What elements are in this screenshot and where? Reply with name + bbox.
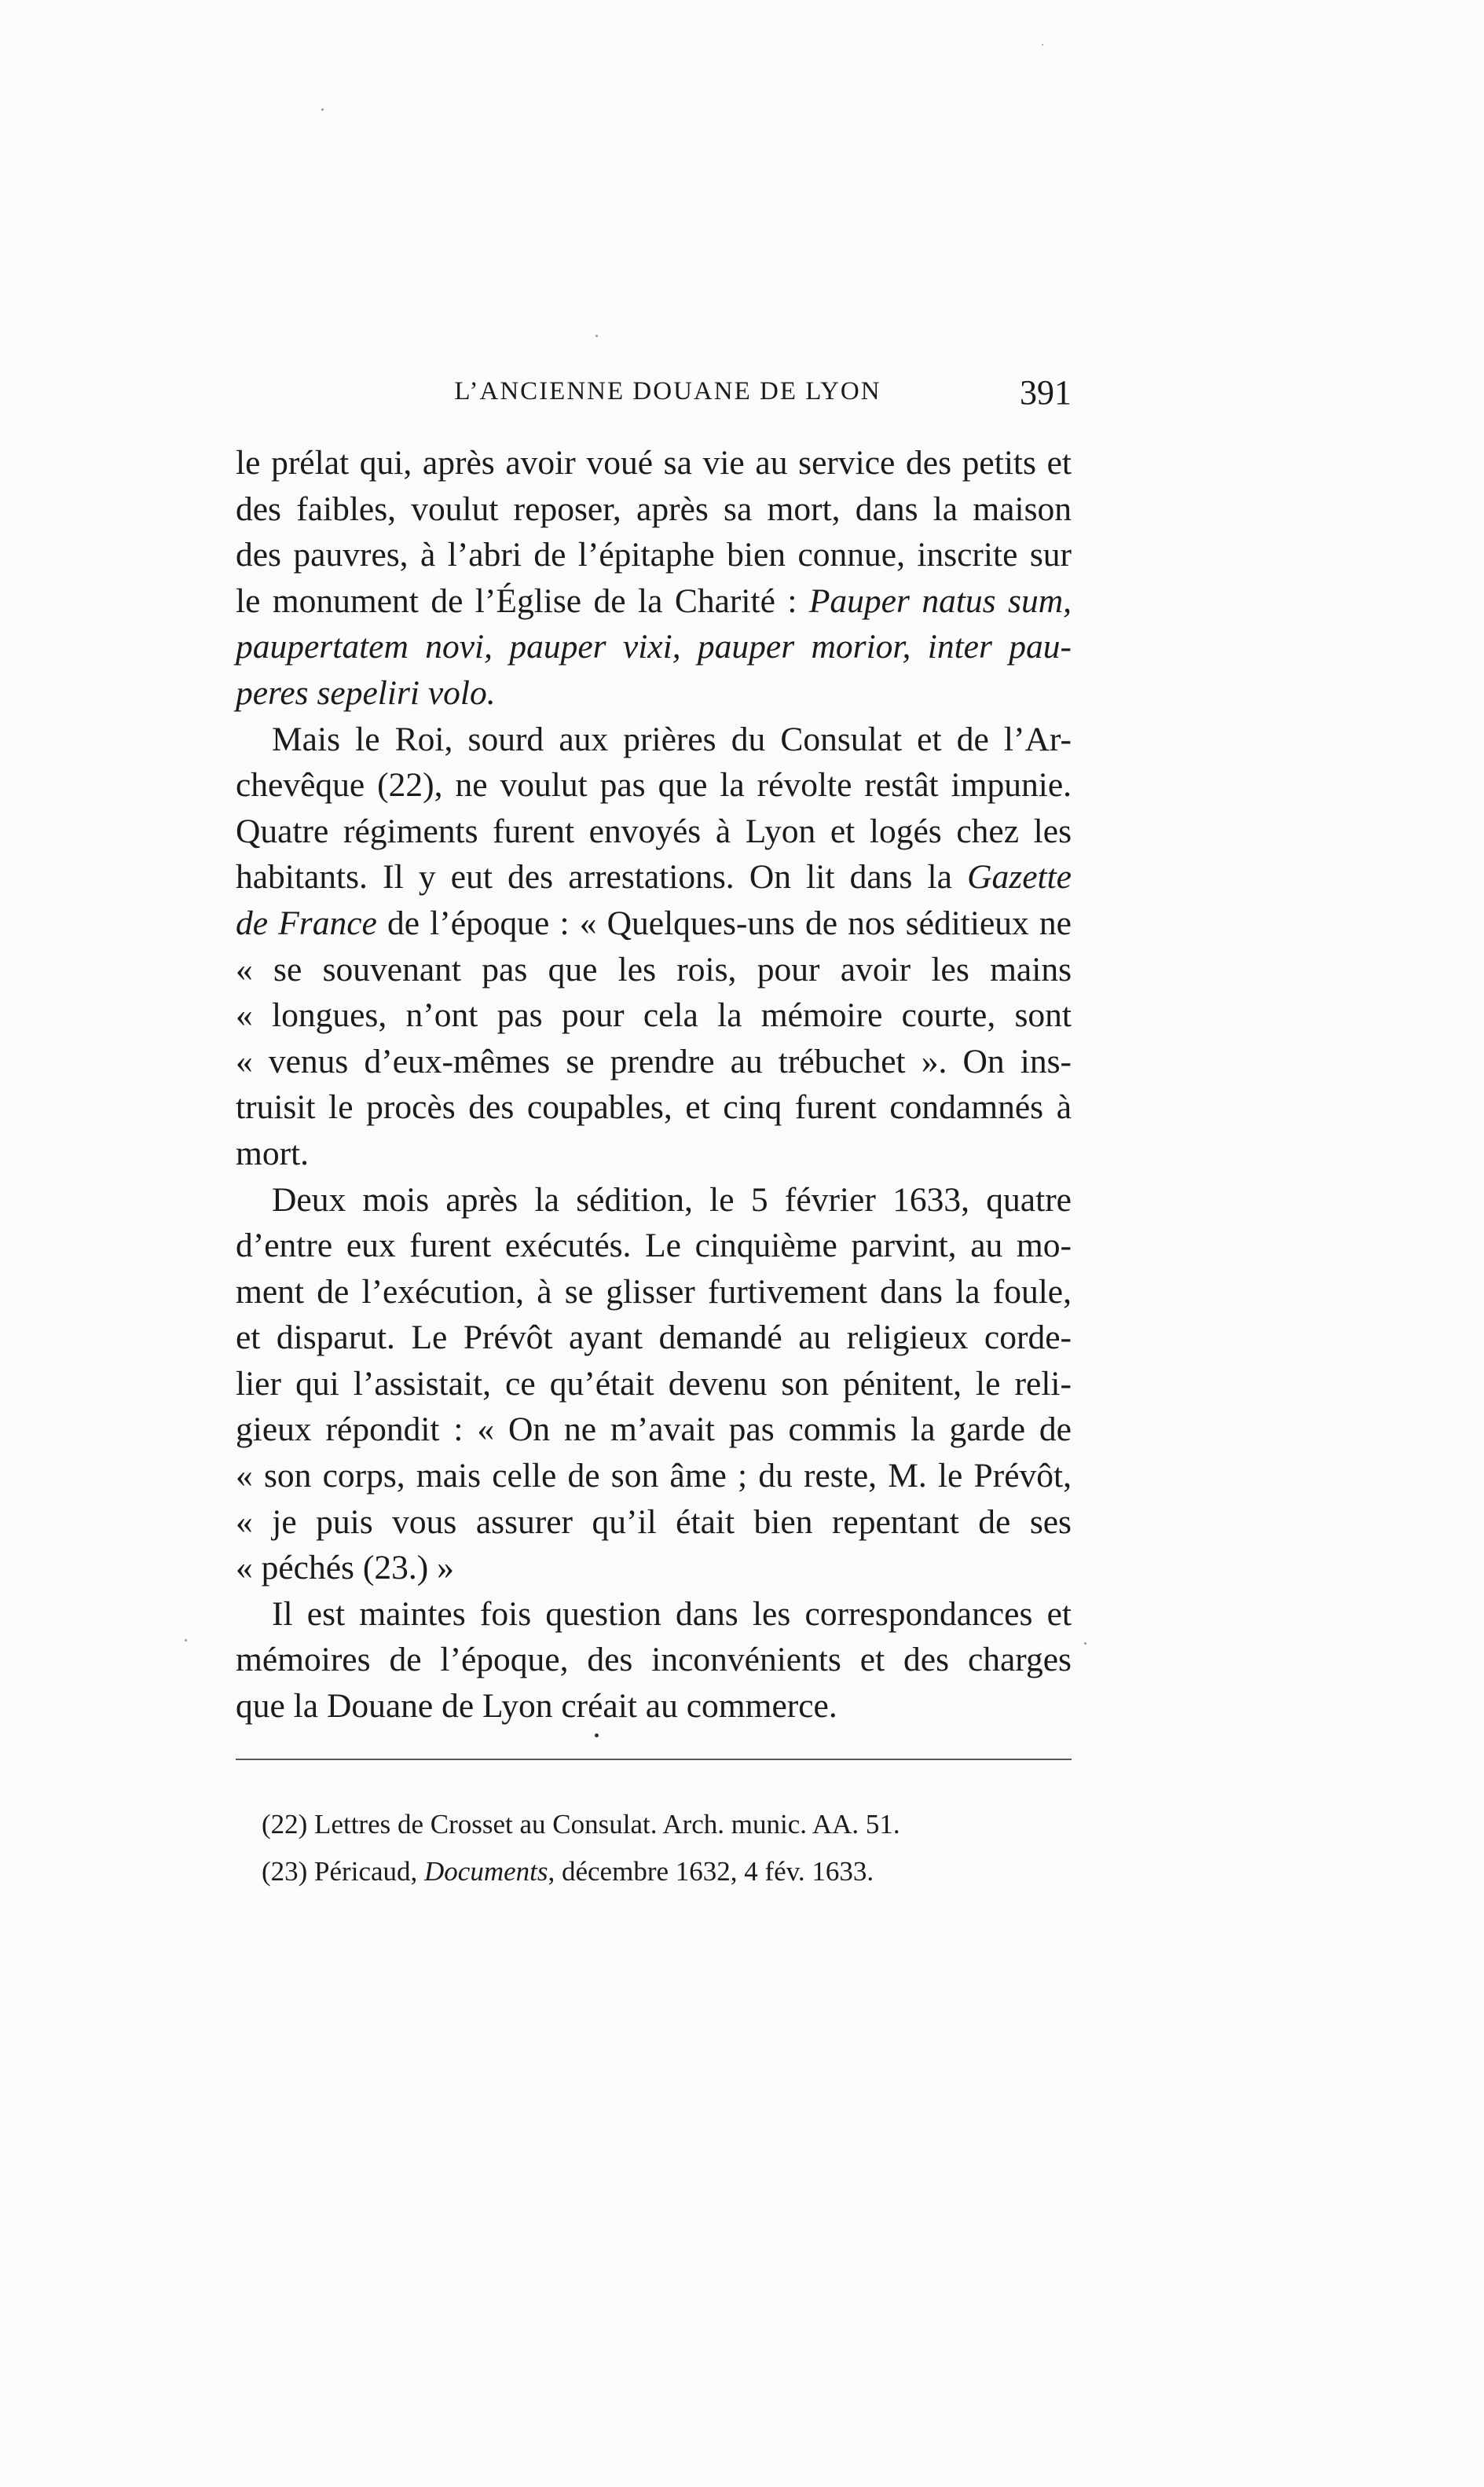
text-segment: lier qui l’assistait, ce qu’était devenu son pénitent, le reli- bbox=[236, 1364, 1072, 1403]
text-line bbox=[236, 1591, 1072, 1638]
text-segment: le prélat qui, après avoir voué sa vie au service des petits et bbox=[236, 444, 1072, 482]
scan-speck bbox=[321, 108, 324, 111]
text-line bbox=[236, 854, 1072, 901]
text-line bbox=[236, 901, 1072, 947]
page-number: 391 bbox=[1020, 373, 1072, 412]
text-segment: « je puis vous assurer qu’il était bien repentant de ses bbox=[236, 1502, 1072, 1541]
text-segment: et disparut. Le Prévôt ayant demandé au religieux corde- bbox=[236, 1319, 1072, 1357]
text-segment: « se souvenant pas que les rois, pour avoir les mains bbox=[236, 950, 1072, 989]
text-segment: d’entre eux furent exécutés. Le cinquième parvint, au mo- bbox=[236, 1227, 1072, 1265]
text-line bbox=[236, 1315, 1072, 1361]
italic-text: Pauper natus sum, bbox=[808, 581, 1072, 620]
text-segment: « longues, n’ont pas pour cela la mémoire courte, sont bbox=[236, 996, 1072, 1035]
text-line bbox=[236, 1269, 1072, 1315]
scan-speck bbox=[1042, 44, 1043, 46]
text-segment: de l’époque : « Quelques-uns de nos séditieux ne bbox=[376, 904, 1072, 942]
text-segment: des pauvres, à l’abri de l’épitaphe bien connue, inscrite sur bbox=[236, 536, 1072, 574]
italic-text: paupertatem novi, pauper vixi, pauper morior, inter pau- bbox=[236, 628, 1072, 666]
text-segment: Mais le Roi, sourd aux prières du Consulat et de l’Ar- bbox=[272, 720, 1072, 758]
text-line bbox=[236, 624, 1072, 670]
italic-text: peres sepeliri volo. bbox=[236, 673, 496, 712]
text-segment: truisit le procès des coupables, et cinq furent condamnés à bbox=[236, 1088, 1072, 1127]
text-line bbox=[236, 670, 1072, 717]
text-segment: ment de l’exécution, à se glisser furtivement dans la foule, bbox=[236, 1272, 1072, 1311]
text-line bbox=[236, 1545, 1072, 1591]
text-segment: (23) Péricaud, bbox=[262, 1856, 425, 1887]
rule-ornament-dot bbox=[595, 1733, 599, 1737]
text-line bbox=[236, 1361, 1072, 1407]
text-line bbox=[236, 1637, 1072, 1683]
text-line bbox=[236, 1407, 1072, 1453]
text-segment: gieux répondit : « On ne m’avait pas commis la garde de bbox=[236, 1410, 1072, 1449]
text-segment: habitants. Il y eut des arrestations. On lit dans la bbox=[236, 858, 968, 897]
text-segment: , décembre 1632, 4 fév. 1633. bbox=[548, 1856, 874, 1887]
text-line bbox=[236, 1039, 1072, 1085]
text-segment: chevêque (22), ne voulut pas que la révolte restât impunie. bbox=[236, 766, 1072, 805]
text-segment: Quatre régiments furent envoyés à Lyon et logés chez les bbox=[236, 812, 1072, 850]
text-line bbox=[236, 532, 1072, 578]
text-line bbox=[236, 1177, 1072, 1223]
text-segment: « son corps, mais celle de son âme ; du reste, M. le Prévôt, bbox=[236, 1457, 1072, 1495]
text-line bbox=[236, 1499, 1072, 1546]
text-line bbox=[236, 1683, 1072, 1730]
text-line bbox=[236, 1131, 1072, 1177]
text-line bbox=[236, 1223, 1072, 1269]
text-line bbox=[236, 440, 1072, 486]
text-segment: le monument de l’Église de la Charité : bbox=[236, 581, 809, 620]
text-line bbox=[236, 486, 1072, 533]
text-line bbox=[236, 578, 1072, 625]
body-text bbox=[236, 440, 1072, 1730]
text-segment: des faibles, voulut reposer, après sa mort, dans la maison bbox=[236, 490, 1072, 528]
italic-text: Gazette bbox=[967, 858, 1072, 897]
running-title: L’ANCIENNE DOUANE DE LYON bbox=[454, 377, 881, 405]
footnote bbox=[262, 1801, 1072, 1848]
text-segment: mort. bbox=[236, 1134, 310, 1172]
scan-speck bbox=[185, 1639, 187, 1641]
scan-speck bbox=[1084, 1642, 1086, 1645]
running-head bbox=[236, 372, 1072, 420]
text-segment: (22) Lettres de Crosset au Consulat. Arch. munic. AA. 51. bbox=[262, 1809, 900, 1840]
scan-speck bbox=[595, 335, 598, 337]
text-line bbox=[236, 1084, 1072, 1131]
text-line bbox=[236, 809, 1072, 855]
text-segment: que la Douane de Lyon créait au commerce. bbox=[236, 1687, 837, 1726]
text-segment: « venus d’eux-mêmes se prendre au trébuchet ». On ins- bbox=[236, 1042, 1072, 1080]
text-line bbox=[236, 947, 1072, 993]
text-line bbox=[236, 717, 1072, 763]
italic-text: Documents bbox=[424, 1856, 548, 1887]
footnote-rule bbox=[236, 1759, 1072, 1760]
text-segment: Deux mois après la sédition, le 5 février 1633, quatre bbox=[272, 1180, 1072, 1219]
text-line bbox=[236, 762, 1072, 809]
footnotes bbox=[262, 1801, 1072, 1895]
text-segment: Il est maintes fois question dans les correspondances et bbox=[272, 1594, 1072, 1633]
text-line bbox=[236, 992, 1072, 1039]
text-segment: mémoires de l’époque, des inconvénients et des charges bbox=[236, 1641, 1072, 1679]
footnote bbox=[262, 1848, 1072, 1895]
text-segment: « péchés (23.) » bbox=[236, 1549, 454, 1587]
text-line bbox=[236, 1453, 1072, 1499]
italic-text: de France bbox=[236, 904, 377, 942]
